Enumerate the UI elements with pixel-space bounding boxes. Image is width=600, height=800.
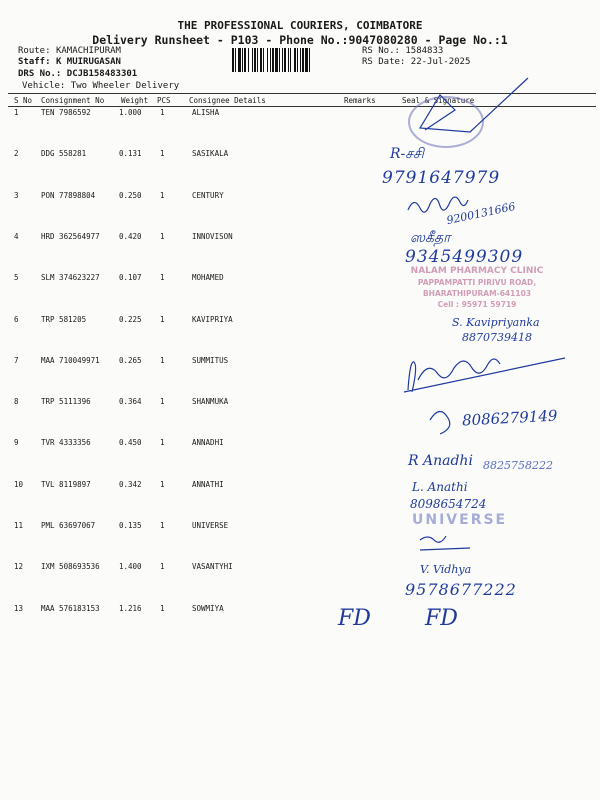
col-weight-header: Weight bbox=[121, 96, 149, 105]
row3-signature-stroke bbox=[408, 197, 468, 212]
row-3-consignee: CENTURY bbox=[192, 190, 224, 200]
row-12-weight: 1.400 bbox=[119, 562, 142, 572]
row-1-weight: 1.000 bbox=[119, 108, 142, 117]
row-6-consignment: TRP 581205 bbox=[41, 314, 87, 324]
row-1-consignee: ALISHA bbox=[192, 108, 220, 117]
row-7-weight: 0.265 bbox=[119, 355, 142, 365]
row-2-pcs: 1 bbox=[160, 149, 165, 159]
row-9-pcs: 1 bbox=[160, 438, 165, 448]
hw-row12-name: V. Vidhya bbox=[420, 563, 472, 576]
row-11-pcs: 1 bbox=[160, 521, 165, 530]
universe-stamp-text: UNIVERSE bbox=[412, 512, 508, 528]
row11-signature-stroke bbox=[420, 536, 470, 550]
vehicle-value: Two Wheeler Delivery bbox=[70, 81, 180, 91]
row-10-weight: 0.342 bbox=[119, 479, 142, 489]
row-7-consignment: MAA 710049971 bbox=[41, 355, 100, 365]
row-12-consignment: IXM 508693536 bbox=[41, 562, 100, 572]
vehicle-label: Vehicle: bbox=[22, 81, 66, 91]
row-9-consignee: ANNADHI bbox=[192, 438, 224, 448]
runsheet-title: Delivery Runsheet - P103 - Phone No.:9047080280 - Page No.:1 bbox=[92, 33, 508, 47]
row8-signature-stroke bbox=[430, 411, 450, 434]
row-8-weight: 0.364 bbox=[119, 397, 142, 407]
hw-row2-name: R-சசி bbox=[390, 146, 424, 162]
row-2-consignment: DDG 558281 bbox=[41, 149, 87, 159]
hw-row13-mark-a: FD bbox=[338, 606, 371, 631]
rs-date-value: 22-Jul-2025 bbox=[410, 57, 471, 67]
col-seal-header: Seal & Signature bbox=[402, 96, 475, 105]
company-title: THE PROFESSIONAL COURIERS, COIMBATORE bbox=[177, 19, 423, 32]
pharmacy-stamp-line3: BHARATHIPURAM-641103 bbox=[422, 289, 532, 298]
row-2-consignee: SASIKALA bbox=[192, 149, 229, 159]
row-8-pcs: 1 bbox=[160, 397, 165, 407]
row-5-sno: 5 bbox=[14, 273, 19, 283]
col-pcs-header: PCS bbox=[157, 96, 171, 105]
row-3-consignment: PON 77898804 bbox=[41, 190, 96, 200]
row-5-pcs: 1 bbox=[160, 273, 165, 283]
row-8-sno: 8 bbox=[14, 397, 19, 407]
row-12-pcs: 1 bbox=[160, 562, 165, 572]
row-10-consignment: TVL 8119897 bbox=[41, 479, 91, 489]
pharmacy-stamp-line4: Cell : 95971 59719 bbox=[437, 300, 517, 309]
hw-row9-phone: 8825758222 bbox=[483, 459, 553, 472]
row-9-consignment: TVR 4333356 bbox=[41, 438, 91, 448]
row-3-sno: 3 bbox=[14, 190, 19, 200]
staff-value: K MUIRUGASAN bbox=[55, 57, 121, 67]
row-13-consignee: SOWMIYA bbox=[192, 603, 224, 613]
row-5-consignment: SLM 374623227 bbox=[41, 273, 100, 283]
pharmacy-stamp-line2: PAPPAMPATTI PIRIVU ROAD, bbox=[417, 278, 537, 287]
row-10-sno: 10 bbox=[14, 479, 24, 489]
row-6-pcs: 1 bbox=[160, 314, 165, 324]
row-1-consignment: TEN 7986592 bbox=[41, 108, 91, 117]
hw-row8-phone: 8086279149 bbox=[461, 406, 558, 430]
row-4-consignment: HRD 362564977 bbox=[41, 231, 100, 241]
rs-date-label: RS Date: bbox=[362, 57, 406, 67]
hw-row4-phone: 9345499309 bbox=[405, 247, 524, 267]
row-4-consignee: INNOVISON bbox=[192, 231, 233, 241]
row-3-weight: 0.250 bbox=[119, 190, 142, 200]
row-13-sno: 13 bbox=[14, 603, 24, 613]
route-label: Route: bbox=[18, 46, 51, 56]
hw-row9-name: R Anadhi bbox=[408, 453, 473, 469]
row-8-consignee: SHANMUKA bbox=[192, 397, 229, 407]
row1-signature-stroke bbox=[420, 78, 528, 132]
row-4-sno: 4 bbox=[14, 231, 19, 241]
row-3-pcs: 1 bbox=[160, 190, 165, 200]
row-4-weight: 0.420 bbox=[119, 231, 142, 241]
pharmacy-stamp-line1: NALAM PHARMACY CLINIC bbox=[410, 266, 544, 276]
row7-signature-stroke bbox=[404, 358, 565, 392]
row-7-sno: 7 bbox=[14, 355, 19, 365]
row-12-sno: 12 bbox=[14, 562, 24, 572]
row-2-sno: 2 bbox=[14, 149, 19, 159]
route-value: KAMACHIPURAM bbox=[55, 46, 121, 56]
row-11-consignee: UNIVERSE bbox=[192, 521, 229, 530]
hw-row2-phone: 9791647979 bbox=[382, 168, 501, 188]
row-12-consignee: VASANTYHI bbox=[192, 562, 233, 572]
hw-row6-name: S. Kavipriyanka bbox=[452, 316, 540, 329]
row-4-pcs: 1 bbox=[160, 231, 165, 241]
row-2-weight: 0.131 bbox=[119, 149, 142, 159]
rs-no-value: 1584833 bbox=[405, 46, 444, 56]
row-11-consignment: PML 63697067 bbox=[41, 521, 96, 530]
row-11-weight: 0.135 bbox=[119, 521, 142, 530]
row-9-sno: 9 bbox=[14, 438, 19, 448]
col-sno-header: S No bbox=[14, 96, 33, 105]
rs-no-label: RS No.: bbox=[362, 46, 400, 56]
drs-label: DRS No.: bbox=[18, 69, 62, 79]
row-6-weight: 0.225 bbox=[119, 314, 142, 324]
row-7-pcs: 1 bbox=[160, 355, 165, 365]
row-9-weight: 0.450 bbox=[119, 438, 142, 448]
row-7-consignee: SUMMITUS bbox=[192, 355, 229, 365]
row-10-consignee: ANNATHI bbox=[192, 479, 224, 489]
staff-label: Staff: bbox=[18, 57, 51, 67]
row-8-consignment: TRP 5111396 bbox=[41, 397, 91, 407]
row-13-consignment: MAA 576183153 bbox=[41, 603, 100, 613]
col-consignee-header: Consignee Details bbox=[189, 96, 266, 105]
row-5-consignee: MOHAMED bbox=[192, 273, 224, 283]
row-10-pcs: 1 bbox=[160, 479, 165, 489]
hw-row13-mark-b: FD bbox=[425, 606, 458, 631]
row-11-sno: 11 bbox=[14, 521, 24, 530]
hw-row10-phone: 8098654724 bbox=[410, 497, 487, 511]
row-13-pcs: 1 bbox=[160, 603, 165, 613]
col-remarks-header: Remarks bbox=[344, 96, 376, 105]
hw-row3-phone: 9200131666 bbox=[445, 199, 517, 228]
row-6-sno: 6 bbox=[14, 314, 19, 324]
col-consignment-header: Consignment No bbox=[41, 96, 105, 105]
row-6-consignee: KAVIPRIYA bbox=[192, 314, 233, 324]
row-5-weight: 0.107 bbox=[119, 273, 142, 283]
hw-row6-phone: 8870739418 bbox=[462, 331, 532, 344]
row-1-sno: 1 bbox=[14, 108, 19, 117]
hw-row10-name: L. Anathi bbox=[412, 480, 468, 494]
drs-value: DCJB158483301 bbox=[66, 69, 138, 79]
row-1-pcs: 1 bbox=[160, 108, 165, 117]
row-13-weight: 1.216 bbox=[119, 603, 142, 613]
hw-row4-name: ஸகீதா bbox=[410, 230, 451, 246]
hw-row12-phone: 9578677222 bbox=[405, 580, 517, 599]
